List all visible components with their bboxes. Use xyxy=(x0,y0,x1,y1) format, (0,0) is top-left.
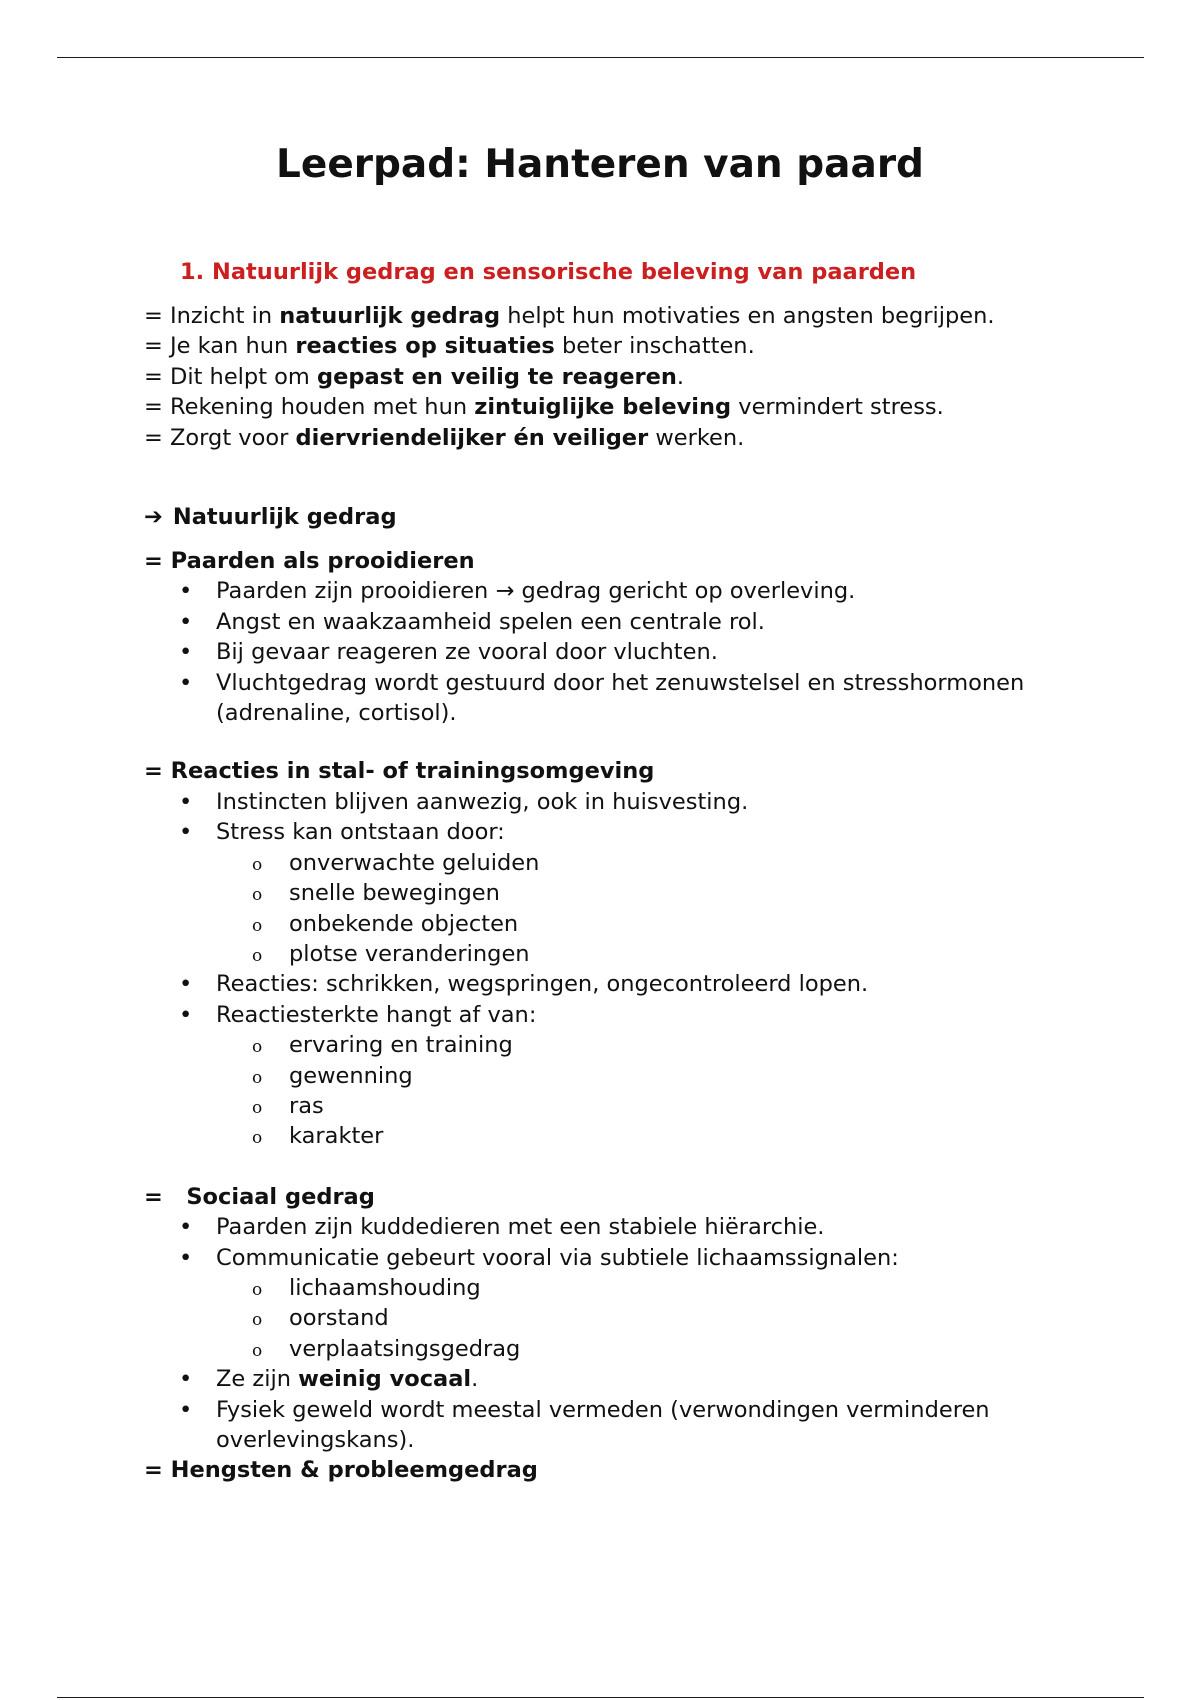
list-item: • Paarden zijn kuddedieren met een stabiele hiërarchie. xyxy=(216,1212,1074,1242)
group-reacties xyxy=(144,756,1074,1151)
list-item: • Reacties: schrikken, wegspringen, ongecontroleerd lopen. xyxy=(216,969,1074,999)
list-item-text: Stress kan ontstaan door: xyxy=(216,819,505,846)
section-heading: 1. Natuurlijk gedrag en sensorische beleving van paarden xyxy=(180,259,917,285)
list-item xyxy=(216,1364,1074,1394)
intro-line xyxy=(144,301,1074,331)
intro-text: = Je kan hun xyxy=(144,333,296,360)
list-item: • Instincten blijven aanwezig, ook in huisvesting. xyxy=(216,787,1074,817)
intro-emphasis: zintuiglijke beleving xyxy=(474,394,732,421)
list-item: • Fysiek geweld wordt meestal vermeden (verwondingen verminderen overlevingskans). xyxy=(216,1395,1074,1456)
subheading-natuurlijk-gedrag xyxy=(144,500,1074,534)
bullet-list xyxy=(144,1212,1074,1455)
list-item-text: Reactiesterkte hangt af van: xyxy=(216,1001,537,1028)
intro-line xyxy=(144,362,1074,392)
group-heading-hengsten: = Hengsten & probleemgedrag xyxy=(144,1457,538,1484)
group-heading: = Reacties in stal- of trainingsomgeving xyxy=(144,758,655,785)
top-rule xyxy=(57,57,1144,58)
document-body xyxy=(144,301,1074,1486)
intro-text: = Inzicht in xyxy=(144,303,280,329)
bottom-rule xyxy=(57,1697,1144,1698)
intro-text: beter inschatten. xyxy=(554,333,755,360)
spacer xyxy=(144,453,1074,500)
intro-emphasis: diervriendelijker én veiliger xyxy=(295,424,649,451)
intro-emphasis: reacties op situaties xyxy=(295,333,555,360)
intro-text: helpt hun motivaties en angsten begrijpen. xyxy=(500,303,995,329)
intro-emphasis: natuurlijk gedrag xyxy=(279,303,501,329)
sub-list xyxy=(216,1273,1074,1364)
intro-text: vermindert stress. xyxy=(731,394,944,421)
subheading-label: Natuurlijk gedrag xyxy=(172,504,397,531)
spacer xyxy=(144,1152,1074,1182)
sub-list-item: o onverwachte geluiden xyxy=(289,848,1074,878)
list-item-text: Ze zijn xyxy=(216,1366,299,1393)
group-heading: = Sociaal gedrag xyxy=(144,1183,375,1210)
list-item: • Angst en waakzaamheid spelen een centrale rol. xyxy=(216,607,1074,637)
page-title: Leerpad: Hanteren van paard xyxy=(276,142,924,187)
spacer xyxy=(144,728,1074,756)
list-item: • Vluchtgedrag wordt gestuurd door het zenuwstelsel en stresshormonen (adrenaline, cortisol). xyxy=(216,668,1074,729)
sub-list-item: o lichaamshouding xyxy=(289,1273,1074,1303)
list-item-text: Communicatie gebeurt vooral via subtiele lichaamssignalen: xyxy=(216,1244,899,1271)
list-item xyxy=(216,1000,1074,1152)
sub-list-item: o snelle bewegingen xyxy=(289,878,1074,908)
intro-emphasis: gepast en veilig te reageren xyxy=(317,363,677,390)
sub-list-item: o karakter xyxy=(289,1121,1074,1151)
list-item xyxy=(216,1243,1074,1365)
intro-block xyxy=(144,301,1074,453)
list-item-text: . xyxy=(471,1366,479,1393)
list-item: • Paarden zijn prooidieren → gedrag gericht op overleving. xyxy=(216,576,1074,606)
intro-text: = Zorgt voor xyxy=(144,424,296,451)
intro-line xyxy=(144,423,1074,453)
intro-text: . xyxy=(676,363,685,390)
sub-list-item: o ras xyxy=(289,1091,1074,1121)
group-sociaal xyxy=(144,1182,1074,1456)
right-arrow-icon: ➔ xyxy=(144,504,163,531)
intro-line xyxy=(144,392,1074,422)
sub-list xyxy=(216,848,1074,970)
list-item-emphasis: weinig vocaal xyxy=(298,1366,472,1393)
intro-text: = Dit helpt om xyxy=(144,363,318,390)
spacer xyxy=(144,534,1074,546)
bullet-list xyxy=(144,576,1074,728)
sub-list-item: o verplaatsingsgedrag xyxy=(289,1334,1074,1364)
list-item: • Bij gevaar reageren ze vooral door vluchten. xyxy=(216,637,1074,667)
sub-list xyxy=(216,1030,1074,1152)
sub-list-item: o plotse veranderingen xyxy=(289,939,1074,969)
intro-text: werken. xyxy=(648,424,745,451)
sub-list-item: o onbekende objecten xyxy=(289,909,1074,939)
sub-list-item: o ervaring en training xyxy=(289,1030,1074,1060)
sub-list-item: o gewenning xyxy=(289,1061,1074,1091)
bullet-list xyxy=(144,787,1074,1152)
list-item xyxy=(216,817,1074,969)
group-heading: = Paarden als prooidieren xyxy=(144,548,475,575)
intro-text: = Rekening houden met hun xyxy=(144,394,475,421)
sub-list-item: o oorstand xyxy=(289,1303,1074,1333)
group-prooidieren xyxy=(144,546,1074,728)
intro-line xyxy=(144,331,1074,361)
